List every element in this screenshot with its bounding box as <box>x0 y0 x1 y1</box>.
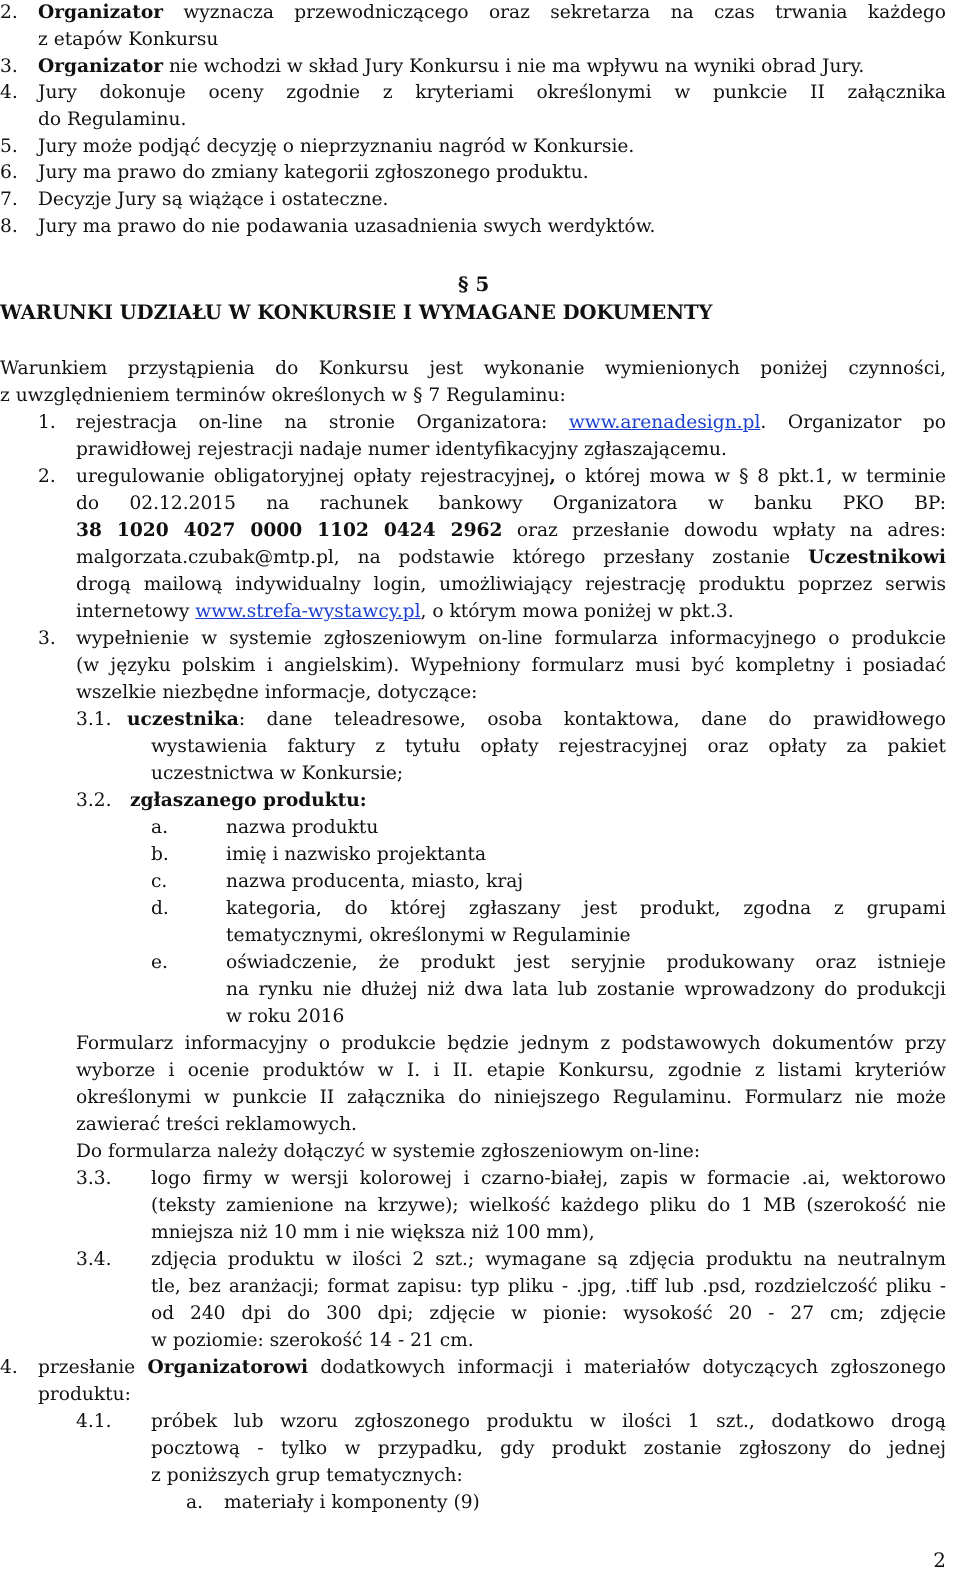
letter-marker: c. <box>151 871 168 892</box>
list-item: przesłanie Organizatorowi dodatkowych informacji i materiałów dotyczących zgłoszonego <box>38 1357 946 1378</box>
page-number: 2 <box>933 1548 946 1572</box>
subitem-number: 3.2. <box>76 790 112 811</box>
item-number: 7. <box>0 189 18 210</box>
subitem: logo firmy w wersji kolorowej i czarno-białej, zapis w formacie .ai, wektorowo <box>151 1168 946 1189</box>
list-item: wypełnienie w systemie zgłoszeniowym on-line formularza informacyjnego o produkcie <box>76 628 946 649</box>
item-number: 6. <box>0 162 18 183</box>
section-title: WARUNKI UDZIAŁU W KONKURSIE I WYMAGANE DOKUMENTY <box>0 301 713 324</box>
intro-paragraph: Warunkiem przystąpienia do Konkursu jest wykonanie wymienionych poniżej czynności, <box>0 358 946 379</box>
item-number: 1. <box>38 412 56 433</box>
subitem: zgłaszanego produktu: <box>130 790 367 811</box>
letter-marker: a. <box>186 1492 203 1513</box>
organizer-bold: Organizator <box>38 56 164 77</box>
subitem: próbek lub wzoru zgłoszonego produktu w ilości 1 szt., dodatkowo drogą <box>151 1411 946 1432</box>
item-number: 3. <box>0 56 18 77</box>
item-number: 3. <box>38 628 56 649</box>
attachments-intro: Do formularza należy dołączyć w systemie zgłoszeniowym on-line: <box>76 1141 701 1162</box>
form-paragraph: Formularz informacyjny o produkcie będzie jednym z podstawowych dokumentów przy <box>76 1033 946 1054</box>
document-page: 2. Organizator wyznacza przewodniczącego oraz sekretarza na czas trwania każdego z etapów Konkursu 3. Organizator nie wchodzi w skład Jury Konkursu i nie ma wpływu na wyniki obrad Jury. 4. Jury dokonuje oceny zgodnie z kryteriami określonymi w punkcie II załącznika do Regulaminu. 5. Jury może podjąć decyzję o nieprzyznaniu nagród w Konkursie. 6. Jury ma prawo do zmiany kategorii zgłoszonego produktu. 7. Decyzje Jury są wiążące i ostateczne. 8. Jury ma prawo do nie podawania uzasadnienia swych werdyktów. § 5 WARUNKI UDZIAŁU W KONKURSIE I WYMAGANE DOKUMENTY Warunkiem przystąpienia do Konkursu jest wykonanie wymienionych poniżej czynności, z uwzględnieniem terminów określonych w § 7 Regulaminu: 1. rejestracja on-line na stronie Organizatora: www.arenadesign.pl. Organizator po prawidłowej rejestracji nadaje numer identyfikacyjny zgłaszającemu. 2. uregulowanie obligatoryjnej opłaty rejestracyjnej, o której mowa w § 8 pkt.1, w terminie do 02.12.2015 na rachunek bankowy Organizatora w banku PKO BP: 38 1020 4027 0000 1102 0424 2962 oraz przesłanie dowodu wpłaty na adres: malgorzata.czubak@mtp.pl, na podstawie którego przesłany zostanie Uczestnikowi drogą mailową indywidualny login, umożliwiający rejestrację produktu poprzez serwis internetowy www.strefa-wystawcy.pl, o którym mowa poniżej w pkt.3. 3. wypełnienie w systemie zgłoszeniowym on-line formularza informacyjnego o produkcie (w języku polskim i angielskim). Wypełniony formularz musi być kompletny i posiadać wszelkie niezbędne informacje, dotyczące: 3.1. uczestnika: dane teleadresowe, osoba kontaktowa, dane do prawidłowego wystawienia faktury z tytułu opłaty rejestracyjnej oraz opłaty za pakiet uczestnictwa w Konkursie; 3.2. zgłaszanego produktu: a. nazwa produktu b. imię i nazwisko projektanta c. nazwa producenta, miasto, kraj d. kategoria, do której zgłaszany jest produkt, zgodna z grupami tematycznymi, określonymi w Regulaminie e. oświadczenie, że produkt jest seryjnie produkowany oraz istnieje na rynku nie dłużej niż dwa lata lub zostanie wprowadzony do produkcji w roku 2016 Formularz informacyjny o produkcie będzie jednym z podstawowych dokumentów przy wyborze i ocenie produktów w I. i II. etapie Konkursu, zgodnie z listami kryteriów określonymi w punkcie II załącznika do niniejszego Regulaminu. Formularz nie może zawierać treści reklamowych. Do formularza należy dołączyć w systemie zgłoszeniowym on-line: 3.3. logo firmy w wersji kolorowej i czarno-białej, zapis w formacie .ai, wektorowo (teksty zamienione na krzywe); wielkość każdego pliku do 1 MB (szerokość nie mniejsza niż 10 mm i nie większa niż 100 mm), 3.4. zdjęcia produktu w ilości 2 szt.; wymagane są zdjęcia produktu na neutralnym tle, bez aranżacji; format zapisu: typ pliku - .jpg, .tiff lub .psd, rozdzielczość pliku - od 240 dpi do 300 dpi; zdjęcie w pionie: wysokość 20 - 27 cm; zdjęcie w poziomie: szerokość 14 - 21 cm. 4. przesłanie Organizatorowi dodatkowych informacji i materiałów dotyczących zgłoszonego produktu: 4.1. próbek lub wzoru zgłoszonego produktu w ilości 1 szt., dodatkowo drogą pocztową - tylko w przypadku, gdy produkt zostanie zgłoszony do jednej z poniższych grup tematycznych: a. materiały i komponenty (9) 2 <box>0 0 960 1588</box>
letter-item: kategoria, do której zgłaszany jest produkt, zgodna z grupami <box>226 898 946 919</box>
item-number: 4. <box>0 82 18 103</box>
section-number: § 5 <box>458 272 490 296</box>
strefa-wystawcy-link[interactable]: www.strefa-wystawcy.pl <box>195 601 421 622</box>
item-number: 2. <box>38 466 56 487</box>
letter-item: materiały i komponenty (9) <box>224 1492 480 1513</box>
item-number: 4. <box>0 1357 18 1378</box>
item-number: 5. <box>0 136 18 157</box>
list-item: rejestracja on-line na stronie Organizatora: www.arenadesign.pl. Organizator po <box>76 412 946 433</box>
subitem: zdjęcia produktu w ilości 2 szt.; wymagane są zdjęcia produktu na neutralnym <box>151 1249 946 1270</box>
organizer-bold: Organizator <box>38 2 164 23</box>
subitem-number: 4.1. <box>76 1411 112 1432</box>
letter-marker: e. <box>151 952 168 973</box>
subitem-number: 3.4. <box>76 1249 112 1270</box>
letter-item: nazwa producenta, miasto, kraj <box>226 871 524 892</box>
subitem: uczestnika: dane teleadresowe, osoba kontaktowa, dane do prawidłowego <box>127 709 946 730</box>
subitem-number: 3.1. <box>76 709 112 730</box>
subitem-number: 3.3. <box>76 1168 112 1189</box>
letter-item: oświadczenie, że produkt jest seryjnie produkowany oraz istnieje <box>226 952 946 973</box>
list-item: 2. Organizator wyznacza przewodniczącego oraz sekretarza na czas trwania każdego z etapów Konkursu <box>0 2 946 50</box>
item-number: 2. <box>0 2 18 23</box>
letter-item: imię i nazwisko projektanta <box>226 844 487 865</box>
item-number: 8. <box>0 216 18 237</box>
letter-marker: a. <box>151 817 168 838</box>
letter-item: nazwa produktu <box>226 817 379 838</box>
arenadesign-link[interactable]: www.arenadesign.pl <box>568 412 761 433</box>
letter-marker: b. <box>151 844 169 865</box>
letter-marker: d. <box>151 898 169 919</box>
bank-account: 38 1020 4027 0000 1102 0424 2962 <box>76 520 503 541</box>
list-item: uregulowanie obligatoryjnej opłaty rejestracyjnej, o której mowa w § 8 pkt.1, w terminie <box>76 466 947 487</box>
